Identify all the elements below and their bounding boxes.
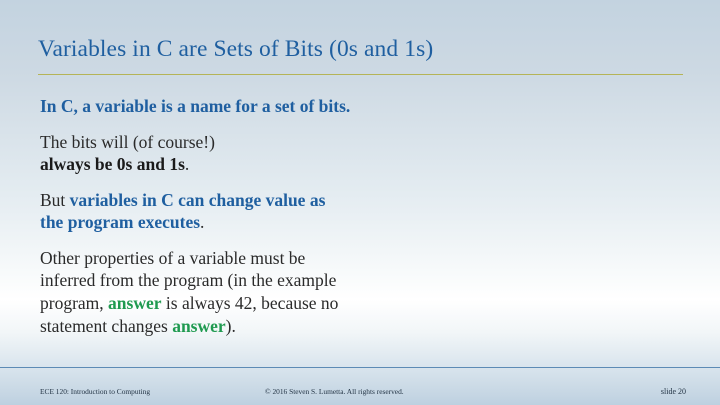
variable-name-answer-1: answer (108, 292, 162, 313)
paragraph-4-line-4-end: ). (225, 315, 236, 336)
paragraph-1 (40, 95, 570, 118)
slide-body (40, 95, 570, 348)
paragraph-3 (40, 189, 570, 234)
paragraph-4 (40, 247, 570, 337)
paragraph-3-emphasis-line-2: the program executes (40, 212, 201, 233)
paragraph-3-lead: But (40, 189, 70, 210)
paragraph-2-line-1: The bits will (of course!) (40, 131, 215, 152)
paragraph-4-line-2: inferred from the program (in the example (40, 270, 337, 291)
page-title: Variables in C are Sets of Bits (0s and 1s) (38, 36, 434, 62)
paragraph-2-period: . (184, 154, 190, 175)
paragraph-4-line-4-start: statement changes (40, 315, 173, 336)
paragraph-4-line-1: Other properties of a variable must be (40, 247, 306, 268)
paragraph-4-line-3-end: is always 42, because no (161, 292, 339, 313)
footer-course-label: ECE 120: Introduction to Computing (40, 387, 151, 396)
footer-copyright: © 2016 Steven S. Lumetta. All rights reserved. (265, 387, 404, 396)
slide-footer (0, 372, 720, 405)
paragraph-1-text: In C, a variable is a name for a set of bits. (40, 96, 351, 116)
title-divider (38, 74, 683, 75)
paragraph-4-line-3-start: program, (40, 292, 109, 313)
paragraph-2 (40, 131, 570, 176)
paragraph-3-emphasis-line-1: variables in C can change value as (69, 189, 326, 210)
footer-divider (0, 367, 720, 368)
variable-name-answer-2: answer (172, 315, 226, 336)
paragraph-3-period: . (200, 212, 205, 233)
footer-slide-number: slide 20 (660, 387, 686, 396)
paragraph-2-emphasis: always be 0s and 1s (40, 154, 185, 175)
